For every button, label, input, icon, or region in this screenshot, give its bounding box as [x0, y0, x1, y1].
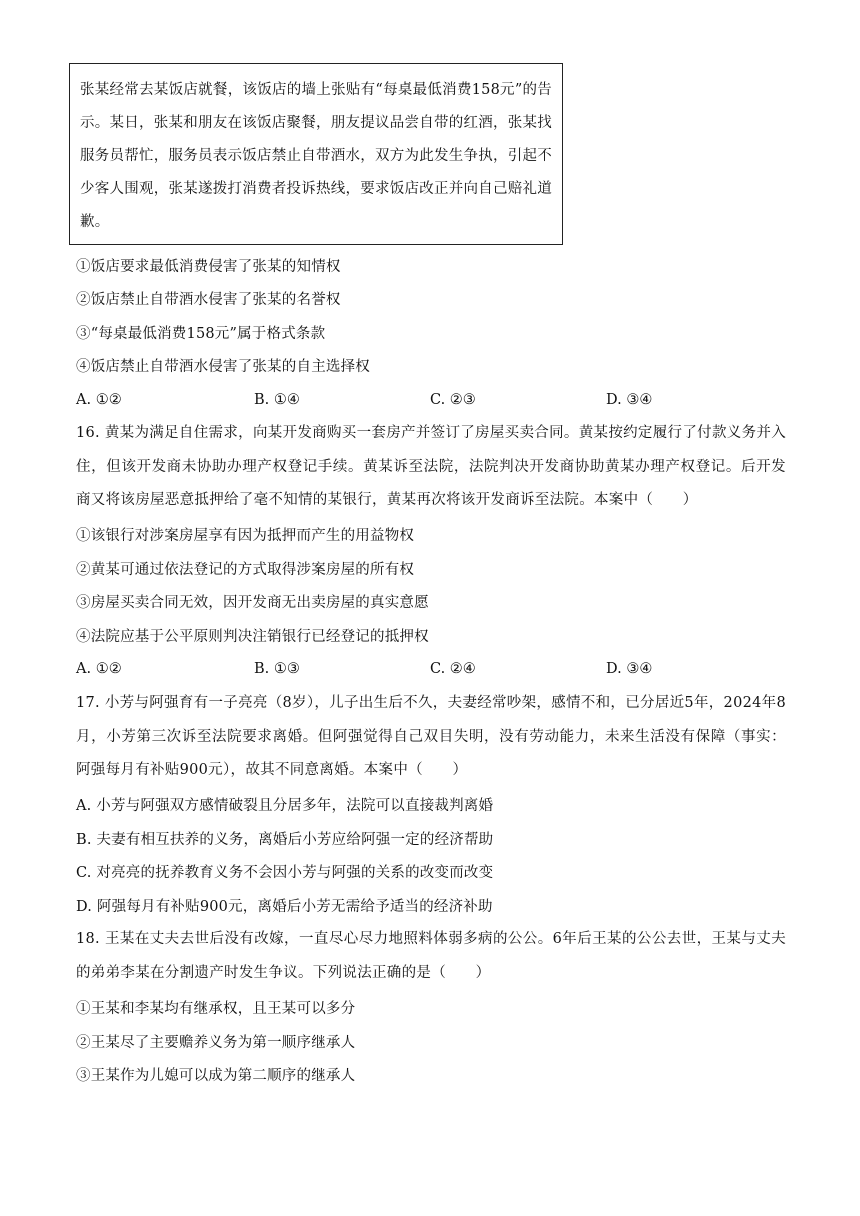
q18-stem: 18. 王某在丈夫去世后没有改嫁，一直尽心尽力地照料体弱多病的公公。6年后王某的公公去世，王某与丈夫的弟弟李某在分割遗产时发生争议。下列说法正确的是（ ）: [76, 931, 786, 981]
q17-choice-c[interactable]: C. 对亮亮的抚养教育义务不会因小芳与阿强的关系的改变而改变: [76, 865, 494, 881]
q16-option-b[interactable]: B. ①③: [254, 661, 300, 677]
q15-option-a[interactable]: A. ①②: [76, 392, 122, 408]
q16-stem: 16. 黄某为满足自住需求，向某开发商购买一套房产并签订了房屋买卖合同。黄某按约定履行了付款义务并入住，但该开发商未协助办理产权登记手续。黄某诉至法院，法院判决开发商协助黄某办理产权登记。后开发商又将该房屋恶意抵押给了毫不知情的某银行，黄某再次将该开发商诉至法院。本案中（ ）: [76, 425, 786, 509]
q15-options: [76, 392, 776, 412]
q16-option-c[interactable]: C. ②④: [430, 661, 476, 677]
q16-statement-2: ②黄某可通过依法登记的方式取得涉案房屋的所有权: [76, 562, 415, 578]
q17-choice-b[interactable]: B. 夫妻有相互扶养的义务，离婚后小芳应给阿强一定的经济帮助: [76, 832, 494, 848]
q16-option-d[interactable]: D. ③④: [606, 661, 653, 677]
q18-statement-3: ③王某作为儿媳可以成为第二顺序的继承人: [76, 1068, 356, 1084]
q16-statement-3: ③房屋买卖合同无效，因开发商无出卖房屋的真实意愿: [76, 595, 429, 611]
q15-option-b[interactable]: B. ①④: [254, 392, 300, 408]
q17-choice-d[interactable]: D. 阿强每月有补贴900元，离婚后小芳无需给予适当的经济补助: [76, 899, 493, 915]
q15-statement-3: ③“每桌最低消费158元”属于格式条款: [76, 326, 326, 342]
q16-options: [76, 661, 776, 681]
q15-statement-4: ④饭店禁止自带酒水侵害了张某的自主选择权: [76, 359, 370, 375]
q16-statement-1: ①该银行对涉案房屋享有因为抵押而产生的用益物权: [76, 528, 415, 544]
q18-statement-1: ①王某和李某均有继承权，且王某可以多分: [76, 1001, 356, 1017]
case-text: 张某经常去某饭店就餐，该饭店的墙上张贴有“每桌最低消费158元”的告示。某日，张某和朋友在该饭店聚餐，朋友提议品尝自带的红酒，张某找服务员帮忙，服务员表示饭店禁止自带酒水，双方为此发生争执，引起不少客人围观，张某遂拨打消费者投诉热线，要求饭店改正并向自己赔礼道歉。: [80, 82, 552, 230]
q16-statement-4: ④法院应基于公平原则判决注销银行已经登记的抵押权: [76, 629, 429, 645]
q17-stem: 17. 小芳与阿强育有一子亮亮（8岁），儿子出生后不久，夫妻经常吵架，感情不和，已分居近5年，2024年8月，小芳第三次诉至法院要求离婚。但阿强觉得自己双目失明，没有劳动能力，未来生活没有保障（事实：阿强每月有补贴900元），故其不同意离婚。本案中（ ）: [76, 695, 786, 779]
q15-option-d[interactable]: D. ③④: [606, 392, 653, 408]
q15-statement-2: ②饭店禁止自带酒水侵害了张某的名誉权: [76, 292, 341, 308]
q16-option-a[interactable]: A. ①②: [76, 661, 122, 677]
q18-statement-2: ②王某尽了主要赡养义务为第一顺序继承人: [76, 1035, 356, 1051]
case-material-box: [69, 63, 563, 245]
q17-choice-a[interactable]: A. 小芳与阿强双方感情破裂且分居多年，法院可以直接裁判离婚: [76, 798, 494, 814]
q15-statement-1: ①饭店要求最低消费侵害了张某的知情权: [76, 259, 341, 275]
q15-option-c[interactable]: C. ②③: [430, 392, 476, 408]
